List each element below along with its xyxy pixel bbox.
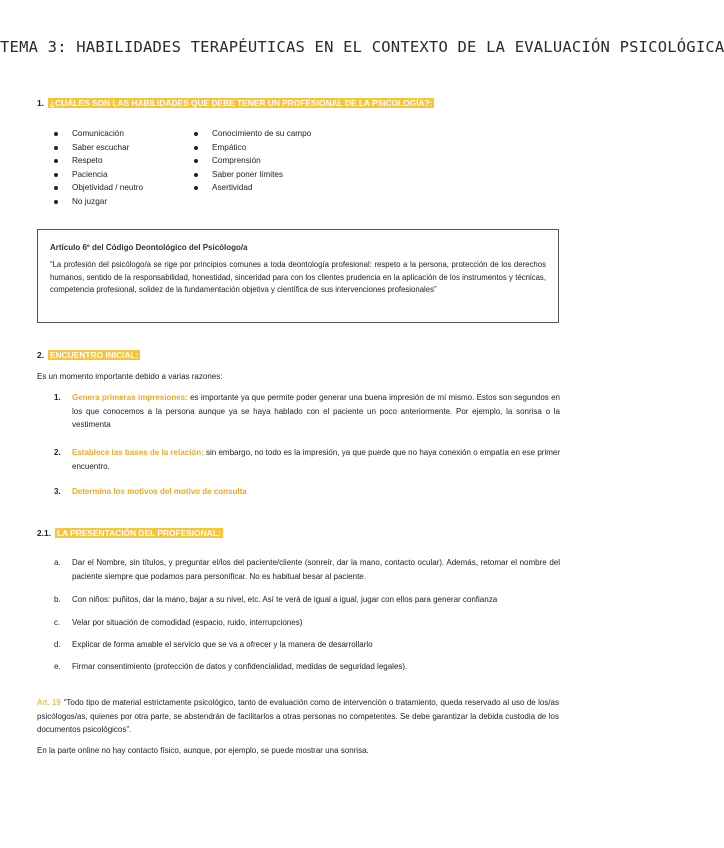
item-number: 2. — [54, 448, 61, 457]
article-19-text: “Todo tipo de material estrictamente psicológico, tanto de evaluación como de intervención o tratamiento, queda reservado al uso de los/as psicólogos/as, quienes por otra parte, se abstendrán de facilitarlos a otras personas no competentes. Se debe garantizar la debida custodia de los documentos psicológicos”. — [37, 698, 559, 735]
item-text: Con niños: puñitos, dar la mano, bajar a su nivel, etc. Así te verá de igual a igual, jugar con ellos para generar confianza — [72, 595, 498, 604]
list-item: Respeto — [53, 154, 143, 168]
closing-paragraph: En la parte online no hay contacto físico, aunque, por ejemplo, se puede mostrar una sonrisa. — [37, 746, 369, 755]
list-item: No juzgar — [53, 195, 143, 209]
item-highlight: Genera primeras impresiones: — [72, 393, 188, 402]
list-item — [54, 391, 560, 432]
item-highlight: Establece las bases de la relación: — [72, 448, 204, 457]
item-letter: d. — [54, 640, 61, 649]
list-item — [54, 593, 560, 607]
item-text: Velar por situación de comodidad (espacio, ruido, interrupciones) — [72, 618, 303, 627]
item-letter: c. — [54, 618, 61, 627]
section-2-title: ENCUENTRO INICIAL: — [50, 350, 139, 360]
item-number: 1. — [54, 393, 61, 402]
list-item: Objetividad / neutro — [53, 181, 143, 195]
article-6-quote: “La profesión del psicólogo/a se rige por principios comunes a toda deontología profesional: respeto a la persona, protección de los derechos humanos, sentido de la responsabilidad, honestidad, sinceridad para con los clientes prudencia en la aplicación de los instrumentos y técnicas, competencia profesional, solidez de la fundamentación objetiva y científica de sus intervenciones profesionales” — [50, 260, 546, 295]
article-19-paragraph — [37, 696, 559, 737]
list-item: Saber poner límites — [193, 168, 311, 182]
section-1-heading — [37, 98, 434, 108]
list-item: Comunicación — [53, 127, 143, 141]
page-title: TEMA 3: HABILIDADES TERAPÉUTICAS EN EL CONTEXTO DE LA EVALUACIÓN PSICOLÓGICA — [0, 38, 724, 56]
item-letter: b. — [54, 595, 61, 604]
item-text: sin embargo, no todo es la impresión, ya que puede que no haya conexión o empatía en ese primer encuentro. — [72, 448, 561, 471]
list-item: Comprensión — [193, 154, 311, 168]
section-2-1-heading — [37, 528, 223, 538]
item-letter: e. — [54, 662, 61, 671]
list-item — [54, 638, 560, 652]
item-text: es importante ya que permite poder generar una buena impresión de mí mismo. Estos son segundos en los que conocemos a la persona aunque ya se haya hablado con el paciente un poco anteriormente. Por ejemplo, la sonrisa o la vestimenta — [72, 393, 560, 430]
list-item: Paciencia — [53, 168, 143, 182]
list-item: Asertividad — [193, 181, 311, 195]
item-text: Explicar de forma amable el servicio que se va a ofrecer y la manera de desarrollarlo — [72, 640, 373, 649]
skills-list-left — [53, 127, 143, 209]
item-number: 3. — [54, 487, 61, 496]
item-letter: a. — [54, 558, 61, 567]
section-2-heading — [37, 350, 140, 360]
list-item — [54, 660, 560, 674]
list-item: Empático — [193, 141, 311, 155]
item-text: Dar el Nombre, sin títulos, y preguntar el/los del paciente/cliente (sonreír, dar la mano, contacto ocular). Además, retomar el nombre del paciente siempre que podamos para personificar. No es habitual besar al paciente. — [72, 558, 560, 581]
section-1-number: 1. — [37, 98, 44, 108]
section-2-1-number: 2.1. — [37, 528, 51, 538]
section-2-intro: Es un momento importante debido a varias razones: — [37, 372, 223, 381]
article-19-ref: Art. 19 — [37, 698, 61, 707]
skills-list-right — [193, 127, 311, 195]
list-item — [54, 485, 560, 499]
section-2-number: 2. — [37, 350, 44, 360]
item-text: Firmar consentimiento (protección de datos y confidencialidad, medidas de seguridad legales). — [72, 662, 408, 671]
list-item — [54, 616, 560, 630]
article-6-title: Artículo 6º del Código Deontológico del Psicólogo/a — [50, 243, 248, 252]
list-item: Conocimiento de su campo — [193, 127, 311, 141]
list-item — [54, 556, 560, 583]
item-highlight: Determina los motivos del motivo de consulta — [72, 487, 247, 496]
article-6-box — [37, 229, 559, 323]
section-2-1-title: LA PRESENTACIÓN DEL PROFESIONAL: — [56, 528, 221, 538]
section-1-title: ¿CUÁLES SON LAS HABILIDADES QUE DEBE TENER UN PROFESIONAL DE LA PSICOLOGÍA?: — [50, 98, 433, 108]
list-item — [54, 446, 560, 473]
list-item: Saber escuchar — [53, 141, 143, 155]
